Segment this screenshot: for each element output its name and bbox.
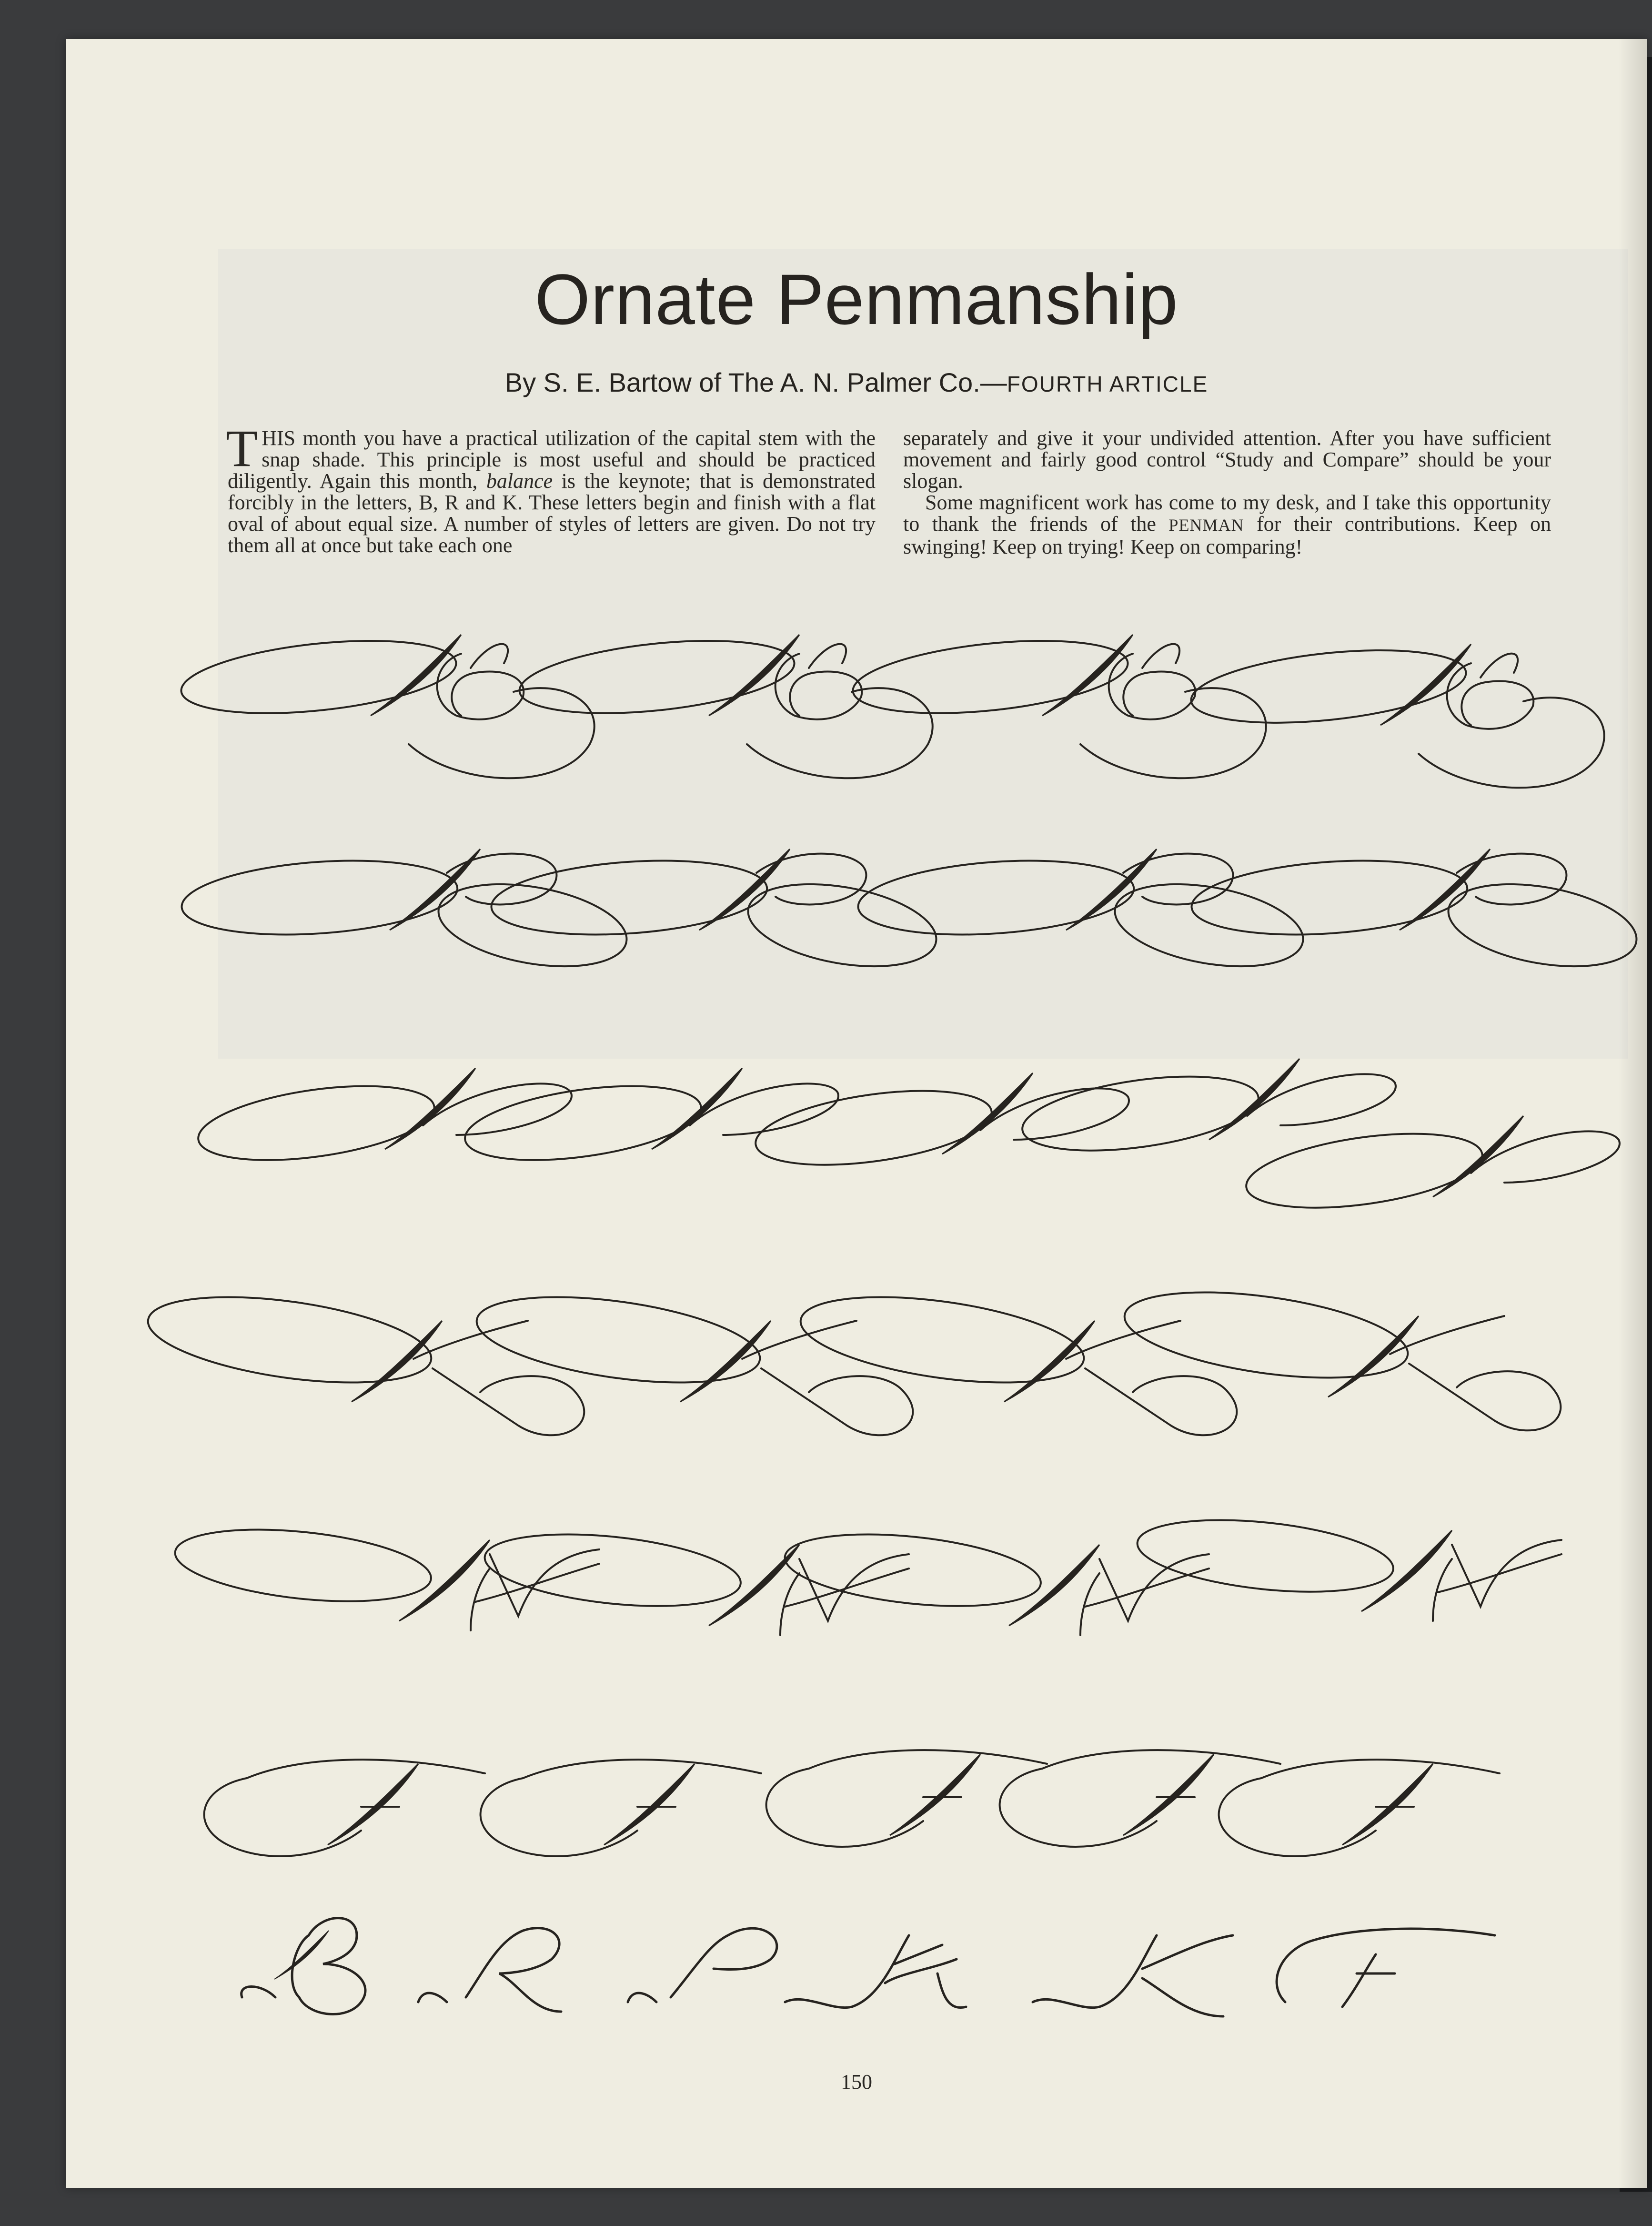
letter-k-3: [796, 1282, 1237, 1435]
byline-author: By S. E. Bartow of The A. N. Palmer Co.—: [504, 367, 1007, 397]
continuation-paragraph: separately and give it your undivided attention. After you have sufficient movement and fairly good control “Study and Compare” should be your slogan.: [903, 426, 1551, 493]
letter-p-2: [461, 1068, 838, 1173]
letter-k-1: [143, 1282, 584, 1435]
letter-r-3: [856, 849, 1310, 980]
row-b: [178, 629, 1604, 788]
closing-text-end: for their contributions. Keep on swinging! Keep on trying! Keep on comparing!: [903, 512, 1551, 558]
letter-b-2: [516, 629, 932, 778]
letter-f-5: [1219, 1760, 1500, 1856]
byline-series: FOURTH ARTICLE: [1007, 372, 1209, 396]
drop-cap: T: [226, 419, 258, 477]
letter-h-2: [481, 1524, 909, 1635]
row-p: [194, 1059, 1620, 1220]
signature-k: [1033, 1935, 1233, 2016]
letter-h-4: [1134, 1509, 1561, 1621]
row-h: [171, 1509, 1561, 1635]
article-title: Ornate Penmanship: [534, 259, 1179, 339]
letter-b-3: [849, 629, 1266, 778]
letter-f-1: [204, 1760, 485, 1856]
page-number: 150: [841, 2070, 872, 2094]
letter-h-3: [781, 1524, 1209, 1635]
letter-b-4: [1188, 639, 1604, 788]
letter-r-4: [1189, 849, 1643, 980]
letter-r-2: [489, 849, 943, 980]
row-f: [204, 1750, 1500, 1856]
signature-h: [785, 1935, 966, 2008]
row-r: [179, 849, 1643, 980]
letter-p-1: [194, 1068, 572, 1173]
letter-f-4: [1000, 1750, 1280, 1847]
emphasis-word: balance: [486, 469, 553, 493]
letter-p-3: [751, 1073, 1129, 1177]
penmanship-plate: [66, 39, 1647, 2188]
penman-smallcaps: PENMAN: [1168, 516, 1244, 535]
signature-p: [628, 1928, 777, 2002]
signature-b: [242, 1918, 365, 2014]
letter-r-1: [179, 849, 633, 980]
letter-f-2: [481, 1760, 761, 1856]
letter-p-4: [1018, 1059, 1396, 1163]
closing-text-start: Some magnificent work has come to my desk, and I take this opportunity to thank the friends of the: [903, 491, 1551, 536]
letter-f-3: [766, 1750, 1047, 1847]
row-k: [143, 1277, 1561, 1435]
signature-f: [1277, 1929, 1495, 2007]
letter-k-4: [1119, 1277, 1561, 1430]
row-signature: [242, 1918, 1495, 2016]
letter-p-5: [1242, 1116, 1620, 1220]
intro-text-start: HIS month you have a practical utilization of the capital stem with the snap shade. This principle is most useful and should be practiced diligently. Again this month,: [228, 426, 876, 493]
intro-text-end: is the keynote; that is demonstrated forcibly in the letters, B, R and K. These letters begin and finish with a flat oval of about equal size. A number of styles of letters are given. Do not try them all at once but take each one: [228, 469, 876, 557]
signature-r: [418, 1928, 561, 2012]
magazine-page: [66, 39, 1647, 2188]
letter-k-2: [472, 1282, 913, 1435]
